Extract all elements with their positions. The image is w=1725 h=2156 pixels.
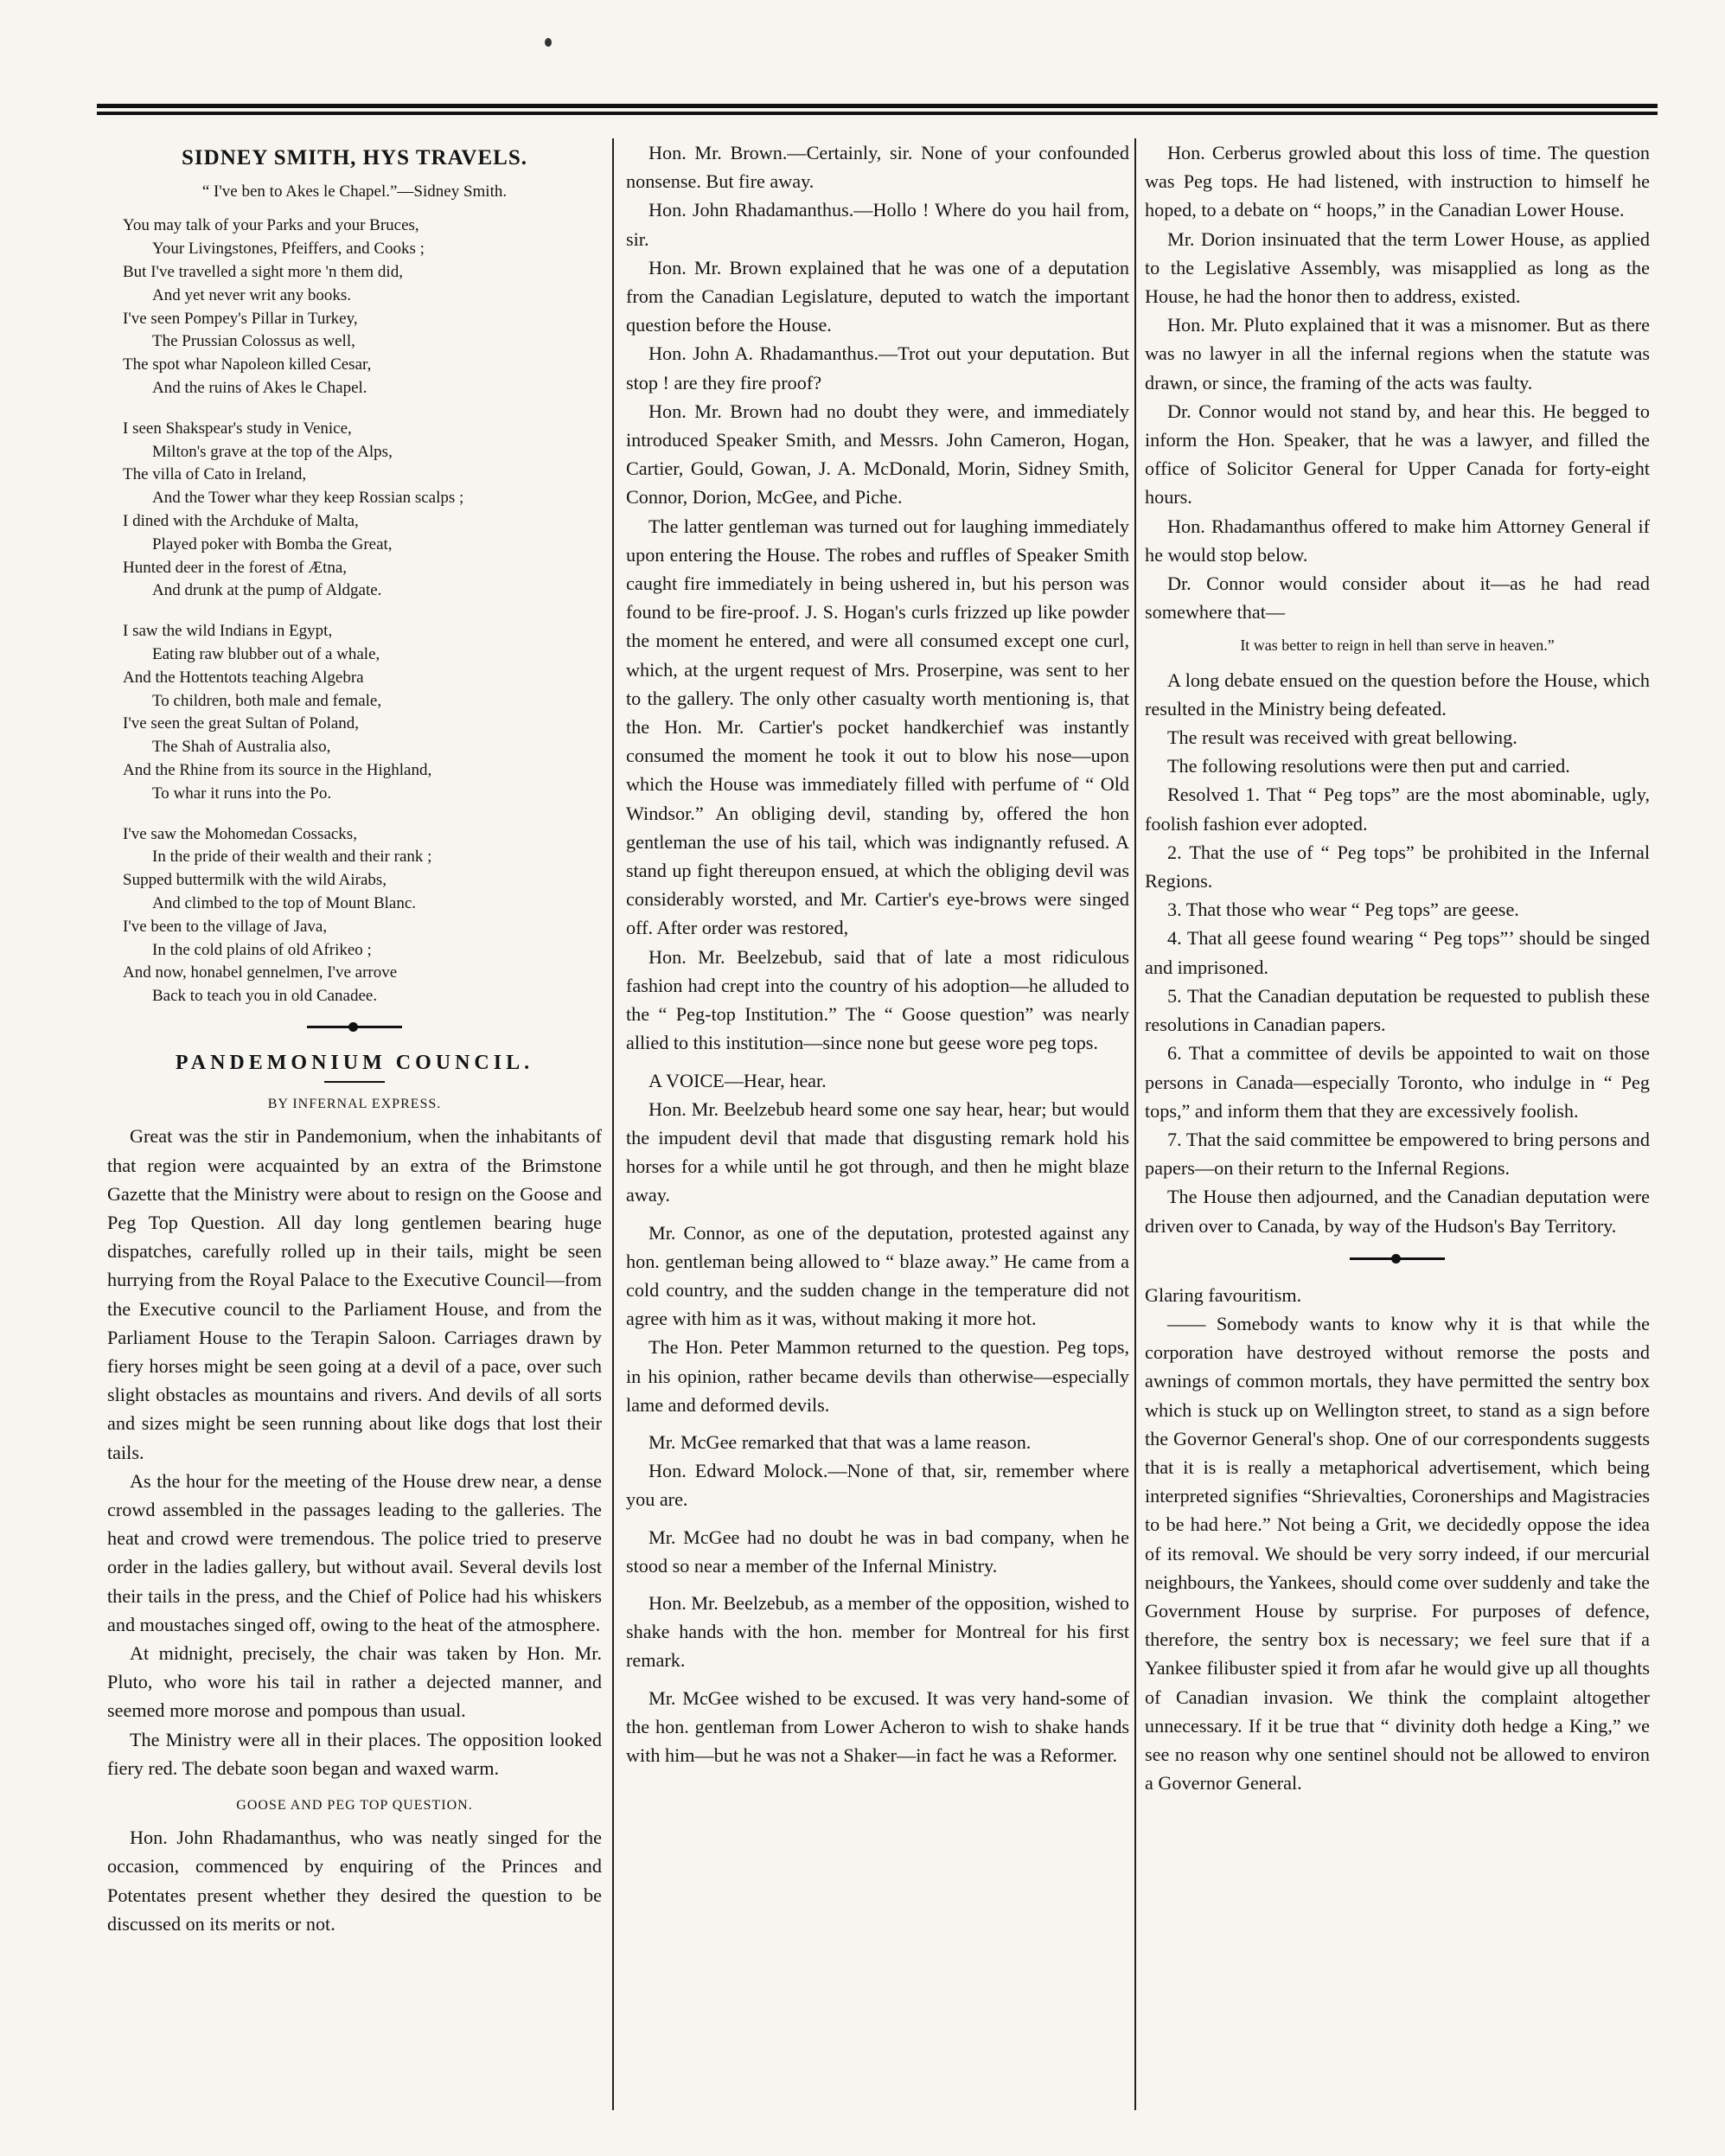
verse-line: The Shah of Australia also,	[152, 738, 331, 757]
poem-stanza	[123, 620, 602, 805]
article-title: Glaring favouritism.	[1145, 1283, 1302, 1306]
article-paragraph: Mr. Connor, as one of the deputation, protested against any hon. gentleman being allowed to “ blaze away.” He came from a cold country, and the sudden change in the temperature did not agree with him as it was, without making it more hot.	[626, 1221, 1129, 1330]
verse-line: I've been to the village of Java,	[123, 917, 328, 936]
article-paragraph: Hon. John A. Rhadamanthus.—Trot out your deputation. But stop ! are they fire proof?	[626, 342, 1129, 393]
article-subhead: GOOSE AND PEG TOP QUESTION.	[236, 1797, 473, 1813]
article-paragraph: The latter gentleman was turned out for laughing immediately upon entering the House. The robes and ruffles of Speaker Smith caught fire immediately in being ushered in, but his person was found to be fire-proof. J. S. Hogan's curls frizzed up like powder the moment he entered, and were all consumed except one curl, which, at the urgent request of Mrs. Proserpine, was sent to her to the gallery. The only other casualty worth mentioning is, that the Hon. Mr. Cartier's pocket handkerchief was instantly consumed the moment he took it out to blow his nose—upon which the House was immediately filled with perfume of “ Old Windsor.” An obliging devil, standing by, offered the hon gentleman the use of his tail, which was indignantly refused. A stand up fight thereupon ensued, at which the obliging devil was considerably worsted, and Mr. Cartier's eye-brows were singed off. After order was restored,	[626, 515, 1129, 939]
poem-epigraph: “ I've ben to Akes le Chapel.”—Sidney Smith.	[201, 182, 508, 202]
verse-line: And the Rhine from its source in the Highland,	[123, 760, 432, 779]
section-separator	[1350, 1257, 1445, 1260]
poem-stanza	[123, 418, 602, 603]
article-paragraph: Mr. Dorion insinuated that the term Lower House, as applied to the Legislative Assembly, was misapplied as long as the House, he had the honor then to address, existed.	[1145, 227, 1650, 308]
article-paragraph: Dr. Connor would not stand by, and hear this. He begged to inform the Hon. Speaker, that he was a lawyer, and filled the office of Solicitor General for Upper Canada for forty-eight hours.	[1145, 400, 1650, 509]
article-paragraph: Mr. McGee wished to be excused. It was very hand-some of the hon. gentleman from Lower Acheron to wish to shake hands with him—but he was not a Shaker—in fact he was a Reformer.	[626, 1686, 1129, 1766]
verse-line: And now, honabel gennelmen, I've arrove	[123, 963, 398, 982]
resolution-item: 2. That the use of “ Peg tops” be prohibited in the Infernal Regions.	[1145, 841, 1650, 892]
article-paragraph: —— Somebody wants to know why it is that while the corporation have destroyed without remorse the posts and awnings of common mortals, they have permitted the sentry box which is stuck up on Wellington street, to stand as a sign before the Governor General's shop. One of our correspondents suggests that it is is really a metaphorical advertisement, which being interpreted signifies “Shrievalties, Coronerships and Magistracies to be had here.” Not being a Grit, we decidedly oppose the idea of its removal. We should be very sorry indeed, if our mercurial neighbours, the Yankees, should come over suddenly and take the Government House by surprise. For purposes of defence, therefore, the sentry box is necessary; we feel sure that if a Yankee filibuster spied it from afar he would give up all thoughts of Canadian invasion. We think the complaint altogether unnecessary. If it be true that “ divinity doth hedge a King,” we see no reason why one sentinel should not be allowed to environ a Governor General.	[1145, 1312, 1650, 1795]
verse-line: But I've travelled a sight more 'n them did,	[123, 263, 403, 281]
column-rule-2	[1134, 138, 1136, 2110]
resolution-item: 6. That a committee of devils be appointed to wait on those persons in Canada—especially Toronto, who indulge in “ Peg tops,” and inform them that they are excessively foolish.	[1145, 1042, 1650, 1122]
verse-line: Supped buttermilk with the wild Airabs,	[123, 871, 387, 890]
article-paragraph: As the hour for the meeting of the House drew near, a dense crowd assembled in the passages leading to the galleries. The heat and crowd were tremendous. The police tried to preserve order in the ladies gallery, but without avail. Several devils lost their tails in the press, and the Chief of Police had his whiskers and moustaches singed off, owing to the heat of the atmosphere.	[107, 1469, 602, 1635]
verse-line: And climbed to the top of Mount Blanc.	[152, 893, 417, 912]
article-paragraph: Dr. Connor would consider about it—as he had read somewhere that—	[1145, 573, 1650, 624]
verse-line: I saw the wild Indians in Egypt,	[123, 622, 333, 641]
article-paragraph: Great was the stir in Pandemonium, when the inhabitants of that region were acquainted by an extra of the Brimstone Gazette that the Ministry were about to resign on the Goose and Peg Top Question. All day long gentlemen bearing huge dispatches, carefully rolled up in their tails, might be seen hurrying from the Royal Palace to the Executive Council—from the Executive council to the Parliament House, and from the Parliament House to the Terapin Saloon. Carriages drawn by fiery horses might be seen going at a devil of a pace, over such slight obstacles as mountains and rivers. And devils of all sorts and sizes might be seen running about like dogs that lost their tails.	[107, 1125, 602, 1463]
article-paragraph: The Hon. Peter Mammon returned to the question. Peg tops, in his opinion, rather became devils than otherwise—especially lame and deformed devils.	[626, 1336, 1129, 1416]
article-paragraph: Mr. McGee remarked that that was a lame reason.	[648, 1430, 1032, 1453]
verse-line: And the Tower whar they keep Rossian scalps ;	[152, 489, 464, 508]
section-separator	[307, 1026, 402, 1028]
verse-line: In the pride of their wealth and their rank ;	[152, 848, 432, 867]
verse-line: In the cold plains of old Afrikeo ;	[152, 940, 372, 959]
print-speck	[545, 38, 552, 47]
verse-line: To whar it runs into the Po.	[152, 784, 332, 803]
verse-line: You may talk of your Parks and your Bruces,	[123, 216, 419, 235]
article-paragraph: Hon. Mr. Pluto explained that it was a misnomer. But as there was no lawyer in all the infernal regions when the statute was drawn, or since, the framing of the acts was faulty.	[1145, 314, 1650, 393]
poem-title: SIDNEY SMITH, HYS TRAVELS.	[182, 146, 527, 170]
article-paragraph: The result was received with great bellowing.	[1167, 726, 1517, 749]
verse-line: I've seen the great Sultan of Poland,	[123, 714, 360, 733]
article-paragraph: The Ministry were all in their places. The opposition looked fiery red. The debate soon began and waxed warm.	[107, 1728, 602, 1779]
verse-line: Played poker with Bomba the Great,	[152, 534, 393, 553]
verse-line: Your Livingstones, Pfeiffers, and Cooks ;	[152, 240, 425, 259]
article-paragraph: Hon. John Rhadamanthus, who was neatly singed for the occasion, commenced by enquiring of the Princes and Potentates present whether they desired the question to be discussed on its merits or not.	[107, 1827, 602, 1935]
article-paragraph: Hon. Edward Molock.—None of that, sir, remember where you are.	[626, 1460, 1129, 1511]
article-paragraph: Hon. Mr. Beelzebub, said that of late a most ridiculous fashion had crept into the country of his adoption—he alluded to the “ Peg-top Institution.” The “ Goose question” was nearly allied to this institution—since none but geese wore peg tops.	[626, 945, 1129, 1054]
column-2	[626, 138, 1129, 2119]
verse-line: And the Hottentots teaching Algebra	[123, 668, 364, 687]
resolution-item: 7. That the said committee be empowered to bring persons and papers—on their return to the Infernal Regions.	[1145, 1128, 1650, 1180]
verse-line: Eating raw blubber out of a whale,	[152, 644, 380, 663]
verse-line: Back to teach you in old Canadee.	[152, 987, 378, 1006]
article-paragraph: Hon. Mr. Brown had no doubt they were, and immediately introduced Speaker Smith, and Messrs. John Cameron, Hogan, Cartier, Gould, Gowan, J. A. McDonald, Morin, Sidney Smith, Connor, Dorion, McGee, and Piche.	[626, 400, 1129, 509]
page-top-rule	[97, 104, 1658, 116]
quoted-verse: It was better to reign in hell than serve in heaven.”	[1240, 637, 1555, 655]
verse-line: I've saw the Mohomedan Cossacks,	[123, 824, 357, 843]
article-paragraph: The House then adjourned, and the Canadian deputation were driven over to Canada, by way of the Hudson's Bay Territory.	[1145, 1186, 1650, 1237]
column-3	[1145, 138, 1650, 2119]
verse-line: The villa of Cato in Ireland,	[123, 465, 307, 484]
poem-stanza	[123, 214, 602, 400]
article-paragraph: Hon. Mr. Beelzebub, as a member of the opposition, wished to shake hands with the hon. member for Montreal for his first remark.	[626, 1591, 1129, 1672]
resolution-item: 5. That the Canadian deputation be requested to publish these resolutions in Canadian papers.	[1145, 984, 1650, 1036]
verse-line: And drunk at the pump of Aldgate.	[152, 581, 382, 600]
poem-stanza	[123, 823, 602, 1008]
article-paragraph: Mr. McGee had no doubt he was in bad company, when he stood so near a member of the Infernal Ministry.	[626, 1526, 1129, 1577]
article-paragraph: Hon. Mr. Brown.—Certainly, sir. None of your confounded nonsense. But fire away.	[626, 142, 1129, 193]
verse-line: The Prussian Colossus as well,	[152, 332, 355, 351]
verse-line: Hunted deer in the forest of Ætna,	[123, 558, 348, 577]
verse-line: The spot whar Napoleon killed Cesar,	[123, 355, 372, 374]
verse-line: I've seen Pompey's Pillar in Turkey,	[123, 309, 358, 328]
article-paragraph: A long debate ensued on the question before the House, which resulted in the Ministry being defeated.	[1145, 669, 1650, 720]
article-paragraph: A VOICE—Hear, hear.	[648, 1069, 827, 1091]
resolution-item: Resolved 1. That “ Peg tops” are the most abominable, ugly, foolish fashion ever adopted.	[1145, 784, 1650, 835]
article-paragraph: Hon. John Rhadamanthus.—Hollo ! Where do you hail from, sir.	[626, 199, 1129, 250]
verse-line: And yet never writ any books.	[152, 285, 352, 304]
verse-line: Milton's grave at the top of the Alps,	[152, 442, 393, 461]
verse-line: I seen Shakspear's study in Venice,	[123, 419, 352, 438]
column-1	[107, 138, 602, 2119]
title-underline	[324, 1081, 385, 1083]
article-paragraph: Hon. Rhadamanthus offered to make him Attorney General if he would stop below.	[1145, 515, 1650, 566]
verse-line: I dined with the Archduke of Malta,	[123, 511, 359, 530]
column-rule-1	[612, 138, 614, 2110]
article-paragraph: Hon. Cerberus growled about this loss of time. The question was Peg tops. He had listened, with instruction to himself he hoped, to a debate on “ hoops,” in the Canadian Lower House.	[1145, 142, 1650, 221]
article-paragraph: The following resolutions were then put and carried.	[1167, 755, 1570, 777]
article-paragraph: Hon. Mr. Brown explained that he was one of a deputation from the Canadian Legislature, deputed to watch the important question before the House.	[626, 256, 1129, 336]
verse-line: To children, both male and female,	[152, 691, 382, 710]
resolution-item: 3. That those who wear “ Peg tops” are geese.	[1167, 899, 1519, 921]
resolution-item: 4. That all geese found wearing “ Peg tops”’ should be singed and imprisoned.	[1145, 927, 1650, 978]
article-title: PANDEMONIUM COUNCIL.	[175, 1051, 534, 1074]
article-byline: BY INFERNAL EXPRESS.	[267, 1097, 442, 1112]
article-paragraph: Hon. Mr. Beelzebub heard some one say hear, hear; but would the impudent devil that made that disgusting remark hold his horses for a while until he got through, and then he might blaze away.	[626, 1097, 1129, 1206]
verse-line: And the ruins of Akes le Chapel.	[152, 378, 367, 397]
article-paragraph: At midnight, precisely, the chair was taken by Hon. Mr. Pluto, who wore his tail in rather a dejected manner, and seemed more morose and pompous than usual.	[107, 1641, 602, 1722]
